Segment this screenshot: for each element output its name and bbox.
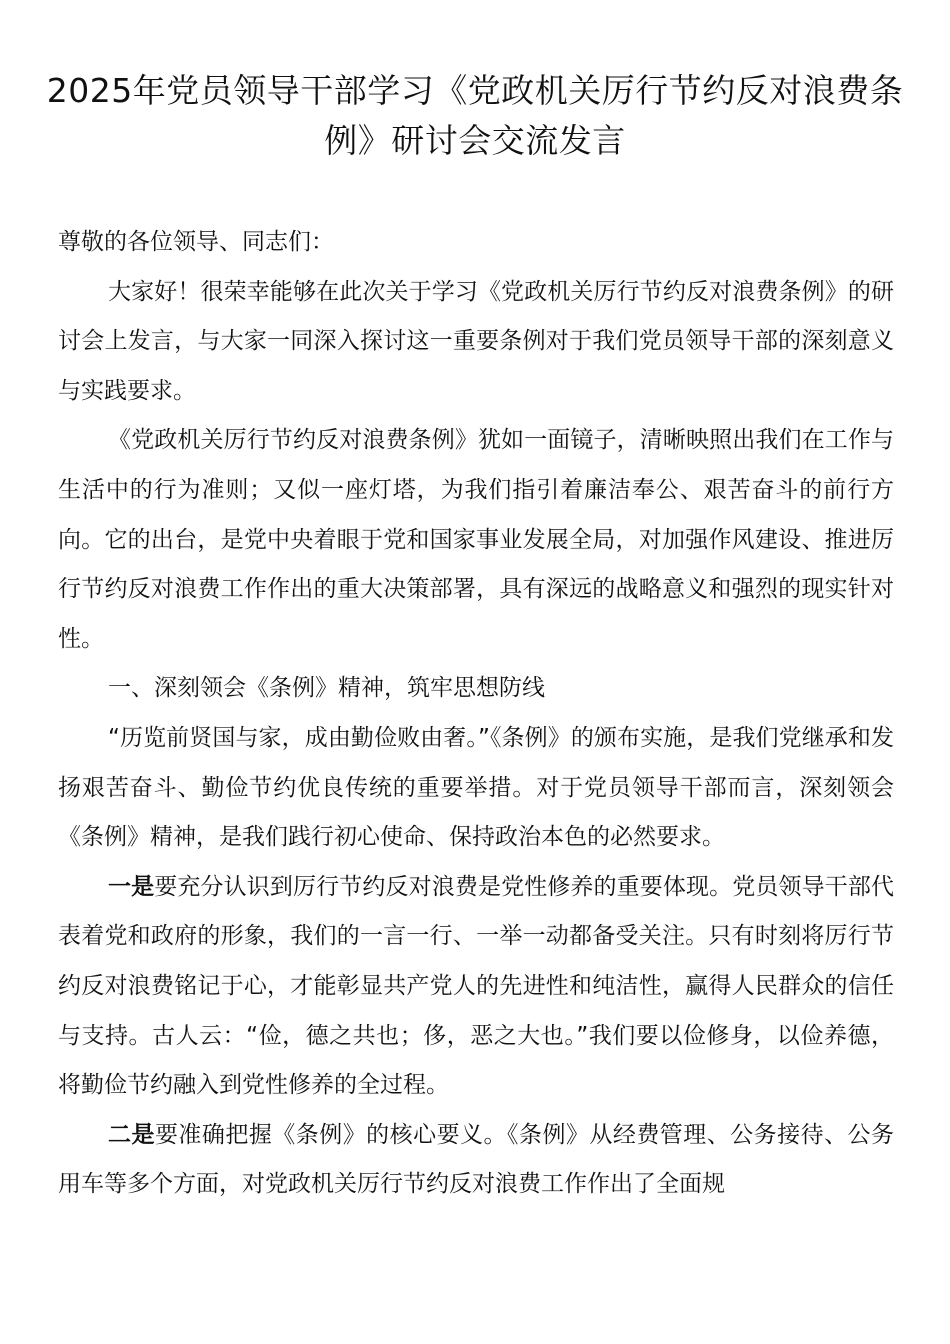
section-heading-1: 一、深刻领会《条例》精神，筑牢思想防线: [108, 675, 545, 702]
point-2-lead: 二是: [108, 1121, 155, 1148]
paragraph-greeting: 大家好！很荣幸能够在此次关于学习《党政机关厉行节约反对浪费条例》的研讨会上发言，与大家一同深入探讨这一重要条例对于我们党员领导干部的深刻意义与实践要求。: [58, 278, 894, 404]
point-1-lead: 一是: [108, 873, 155, 900]
document-body: [58, 218, 894, 1210]
point-2-paragraph: [58, 1111, 894, 1210]
point-2-text: 要准确把握《条例》的核心要义。《条例》从经费管理、公务接待、公务用车等多个方面，对党政机关厉行节约反对浪费工作作出了全面规: [58, 1121, 895, 1198]
section1-intro-paragraph: “历览前贤国与家，成由勤俭败由奢。”《条例》的颁布实施，是我们党继承和发扬艰苦奋斗、勤俭节约优良传统的重要举措。对于党员领导干部而言，深刻领会《条例》精神，是我们践行初心使命、保持政治本色的必然要求。: [58, 724, 894, 851]
point-1-paragraph: [58, 863, 894, 1111]
salutation: 尊敬的各位领导、同志们：: [58, 229, 334, 255]
point-1-text: 要充分认识到厉行节约反对浪费是党性修养的重要体现。党员领导干部代表着党和政府的形象，我们的一言一行、一举一动都备受关注。只有时刻将厉行节约反对浪费铭记于心，才能彰显共产党人的先进性和纯洁性，赢得人民群众的信任与支持。古人云：“俭，德之共也；侈，恶之大也。”我们要以俭修身，以俭养德，将勤俭节约融入到党性修养的全过程。: [58, 873, 895, 1099]
document-title: 2025年党员领导干部学习《党政机关厉行节约反对浪费条例》研讨会交流发言: [46, 71, 904, 160]
paragraph-intro: 《党政机关厉行节约反对浪费条例》犹如一面镜子，清晰映照出我们在工作与生活中的行为准则；又似一座灯塔，为我们指引着廉洁奉公、艰苦奋斗的前行方向。它的出台，是党中央着眼于党和国家事业发展全局，对加强作风建设、推进厉行节约反对浪费工作作出的重大决策部署，具有深远的战略意义和强烈的现实针对性。: [58, 427, 894, 652]
